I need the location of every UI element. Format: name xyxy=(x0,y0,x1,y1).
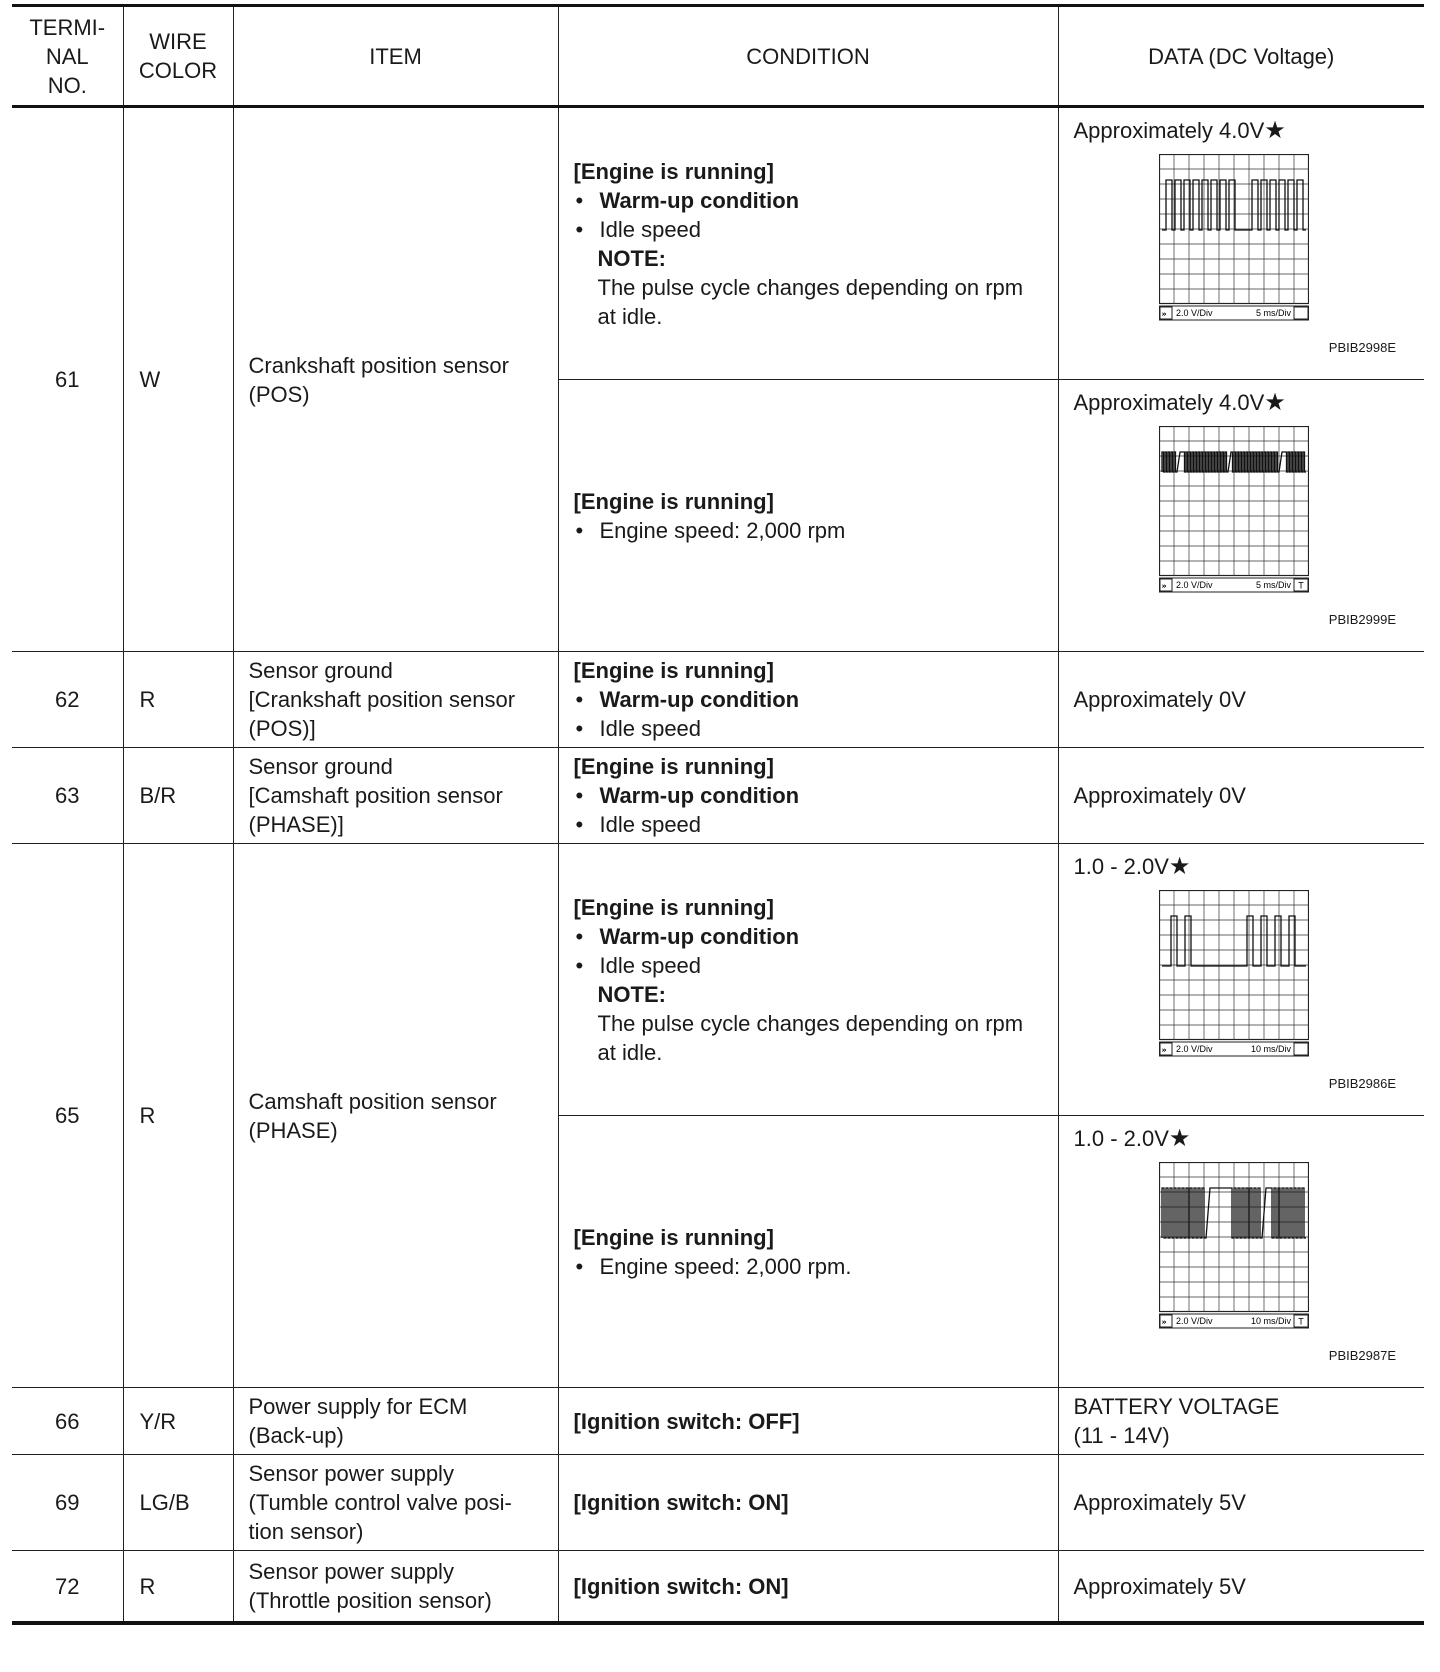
data-cell: Approximately 5V xyxy=(1058,1455,1424,1551)
oscilloscope-waveform xyxy=(1159,154,1309,324)
oscilloscope-waveform xyxy=(1159,426,1309,596)
run-icon-glyph: » xyxy=(1161,1045,1167,1055)
item-cell: Crankshaft position sensor (POS) xyxy=(233,107,558,652)
table-row xyxy=(12,1455,1424,1551)
time-div-label: 10 ms/Div xyxy=(1250,1044,1291,1054)
condition-cell: [Engine is running] • Warm-up condition • Idle speed xyxy=(558,652,1058,748)
star-icon: ★ xyxy=(1168,853,1191,880)
condition-cell: [Engine is running] • Warm-up condition • Idle speed xyxy=(558,748,1058,844)
header-condition: CONDITION xyxy=(558,6,1058,107)
wire-color-cell: B/R xyxy=(123,748,233,844)
data-cell: Approximately 0V xyxy=(1058,652,1424,748)
condition-cell: [Engine is running] • Engine speed: 2,000 rpm. xyxy=(558,1116,1058,1388)
wire-color-cell: LG/B xyxy=(123,1455,233,1551)
volt-div-label: 2.0 V/Div xyxy=(1175,308,1213,318)
terminal-cell: 63 xyxy=(12,748,123,844)
table-row xyxy=(12,844,1424,1116)
data-cell: BATTERY VOLTAGE (11 - 14V) xyxy=(1058,1388,1424,1455)
star-icon: ★ xyxy=(1168,1125,1191,1152)
item-cell: Sensor power supply (Tumble control valve posi- tion sensor) xyxy=(233,1455,558,1551)
item-cell: Power supply for ECM (Back-up) xyxy=(233,1388,558,1455)
data-cell: Approximately 5V xyxy=(1058,1551,1424,1624)
wire-color-cell: R xyxy=(123,1551,233,1624)
header-terminal: TERMI- NAL NO. xyxy=(12,6,123,107)
condition-cell: [Ignition switch: ON] xyxy=(558,1455,1058,1551)
volt-div-label: 2.0 V/Div xyxy=(1175,1044,1213,1054)
item-cell: Sensor ground [Camshaft position sensor (PHASE)] xyxy=(233,748,558,844)
trigger-marker: T xyxy=(1297,580,1304,591)
run-icon-glyph: » xyxy=(1161,1317,1167,1327)
waveform-cell xyxy=(1058,844,1424,1116)
run-icon-glyph: » xyxy=(1161,581,1167,591)
header-data: DATA (DC Voltage) xyxy=(1058,6,1424,107)
condition-cell: [Ignition switch: ON] xyxy=(558,1551,1058,1624)
voltage-label: 1.0 - 2.0V★ xyxy=(1073,853,1191,880)
figure-code: PBIB2998E xyxy=(1328,340,1396,355)
wire-color-cell: R xyxy=(123,844,233,1388)
oscilloscope-waveform xyxy=(1159,890,1309,1060)
star-icon: ★ xyxy=(1264,389,1286,416)
star-icon: ★ xyxy=(1264,117,1286,144)
waveform-cell xyxy=(1058,107,1424,380)
table-row xyxy=(12,1551,1424,1624)
condition-cell: [Engine is running] • Warm-up condition • Idle speed NOTE: The pulse cycle changes depending on rpm at idle. xyxy=(558,107,1058,380)
trigger-box xyxy=(1294,1043,1308,1055)
table-row xyxy=(12,1388,1424,1455)
terminal-data-table xyxy=(12,4,1424,1625)
trigger-box xyxy=(1294,307,1308,319)
terminal-cell: 66 xyxy=(12,1388,123,1455)
header-wire-color: WIRE COLOR xyxy=(123,6,233,107)
waveform-trace xyxy=(1162,1188,1306,1238)
wire-color-cell: W xyxy=(123,107,233,652)
condition-cell: [Ignition switch: OFF] xyxy=(558,1388,1058,1455)
time-div-label: 5 ms/Div xyxy=(1255,580,1291,590)
item-cell: Sensor ground [Crankshaft position sensor (POS)] xyxy=(233,652,558,748)
table-row xyxy=(12,652,1424,748)
time-div-label: 5 ms/Div xyxy=(1255,308,1291,318)
waveform-cell xyxy=(1058,1116,1424,1388)
item-cell: Camshaft position sensor (PHASE) xyxy=(233,844,558,1388)
terminal-cell: 62 xyxy=(12,652,123,748)
volt-div-label: 2.0 V/Div xyxy=(1175,1316,1213,1326)
data-cell: Approximately 0V xyxy=(1058,748,1424,844)
table-row xyxy=(12,107,1424,380)
voltage-label: Approximately 4.0V★ xyxy=(1073,117,1286,144)
item-cell: Sensor power supply (Throttle position sensor) xyxy=(233,1551,558,1624)
run-icon-glyph: » xyxy=(1161,309,1167,319)
terminal-cell: 69 xyxy=(12,1455,123,1551)
wire-color-cell: R xyxy=(123,652,233,748)
table-row xyxy=(12,748,1424,844)
time-div-label: 10 ms/Div xyxy=(1250,1316,1291,1326)
terminal-cell: 65 xyxy=(12,844,123,1388)
oscilloscope-waveform xyxy=(1159,1162,1309,1332)
header-row xyxy=(12,6,1424,107)
volt-div-label: 2.0 V/Div xyxy=(1175,580,1213,590)
condition-cell: [Engine is running] • Warm-up condition • Idle speed NOTE: The pulse cycle changes depending on rpm at idle. xyxy=(558,844,1058,1116)
terminal-cell: 61 xyxy=(12,107,123,652)
figure-code: PBIB2999E xyxy=(1328,612,1396,627)
header-item: ITEM xyxy=(233,6,558,107)
terminal-cell: 72 xyxy=(12,1551,123,1624)
wire-color-cell: Y/R xyxy=(123,1388,233,1455)
condition-cell: [Engine is running] • Engine speed: 2,000 rpm xyxy=(558,380,1058,652)
waveform-cell xyxy=(1058,380,1424,652)
voltage-label: Approximately 4.0V★ xyxy=(1073,389,1286,416)
trigger-marker: T xyxy=(1297,1316,1304,1327)
figure-code: PBIB2987E xyxy=(1328,1348,1396,1363)
figure-code: PBIB2986E xyxy=(1328,1076,1396,1091)
voltage-label: 1.0 - 2.0V★ xyxy=(1073,1125,1191,1152)
